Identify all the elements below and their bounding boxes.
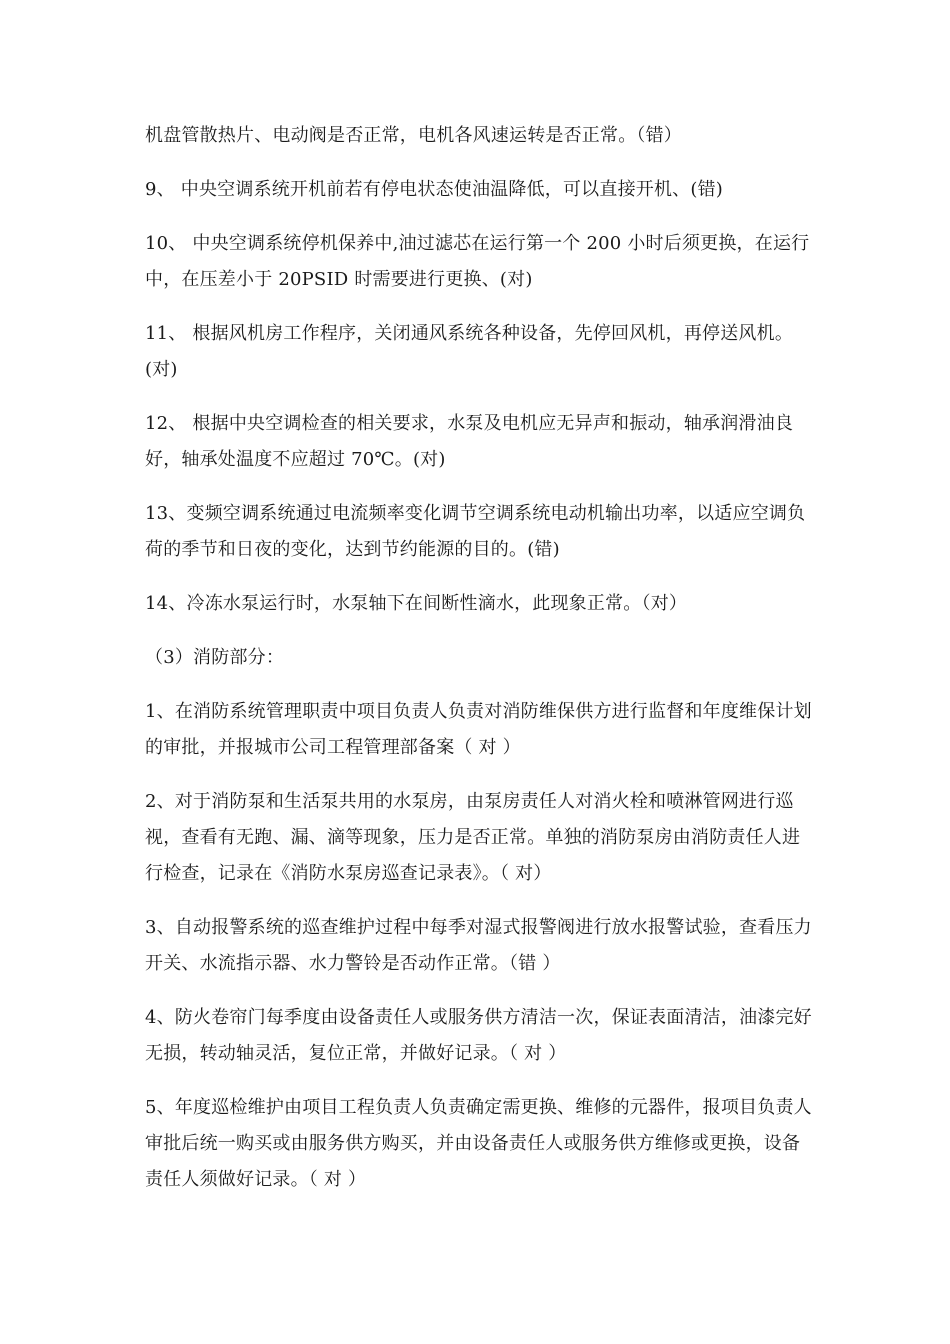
- paragraph-item-13: 13、变频空调系统通过电流频率变化调节空调系统电动机输出功率，以适应空调负荷的季节和日夜的变化，达到节约能源的目的。(错): [145, 503, 806, 560]
- paragraph-fire-item-4: 4、防火卷帘门每季度由设备责任人或服务供方清洁一次，保证表面清洁，油漆完好无损，转动轴灵活，复位正常，并做好记录。（ 对 ）: [145, 1007, 812, 1064]
- paragraph-fire-item-5: 5、年度巡检维护由项目工程负责人负责确定需更换、维修的元器件，报项目负责人审批后统一购买或由服务供方购买，并由设备责任人或服务供方维修或更换，设备责任人须做好记录。（ 对 ）: [145, 1097, 812, 1190]
- paragraph-item-12: 12、 根据中央空调检查的相关要求，水泵及电机应无异声和振动，轴承润滑油良好，轴承处温度不应超过 70℃。(对): [145, 413, 794, 470]
- paragraph-item-9: 9、 中央空调系统开机前若有停电状态使油温降低，可以直接开机、(错): [145, 179, 724, 200]
- paragraph-fire-item-1: 1、在消防系统管理职责中项目负责人负责对消防维保供方进行监督和年度维保计划的审批，并报城市公司工程管理部备案（ 对 ）: [145, 701, 812, 758]
- document-page: [145, 118, 817, 1216]
- paragraph-fan-coil-check: 机盘管散热片、电动阀是否正常，电机各风速运转是否正常。（错）: [145, 125, 682, 146]
- paragraph-fire-item-2: 2、对于消防泵和生活泵共用的水泵房，由泵房责任人对消火栓和喷淋管网进行巡视，查看有无跑、漏、滴等现象，压力是否正常。单独的消防泵房由消防责任人进行检查，记录在《消防水泵房巡查记录表》。（ 对）: [145, 791, 801, 884]
- paragraph-item-14: 14、冷冻水泵运行时，水泵轴下在间断性滴水，此现象正常。（对）: [145, 593, 688, 614]
- paragraph-item-10: 10、 中央空调系统停机保养中,油过滤芯在运行第一个 200 小时后须更换，在运行中，在压差小于 20PSID 时需要进行更换、(对): [145, 233, 810, 290]
- section-heading-fire-protection: （3）消防部分：: [145, 647, 285, 668]
- paragraph-item-11: 11、 根据风机房工作程序，关闭通风系统各种设备，先停回风机，再停送风机。(对): [145, 323, 794, 380]
- paragraph-fire-item-3: 3、自动报警系统的巡查维护过程中每季对湿式报警阀进行放水报警试验，查看压力开关、水流指示器、水力警铃是否动作正常。（错 ）: [145, 917, 812, 974]
